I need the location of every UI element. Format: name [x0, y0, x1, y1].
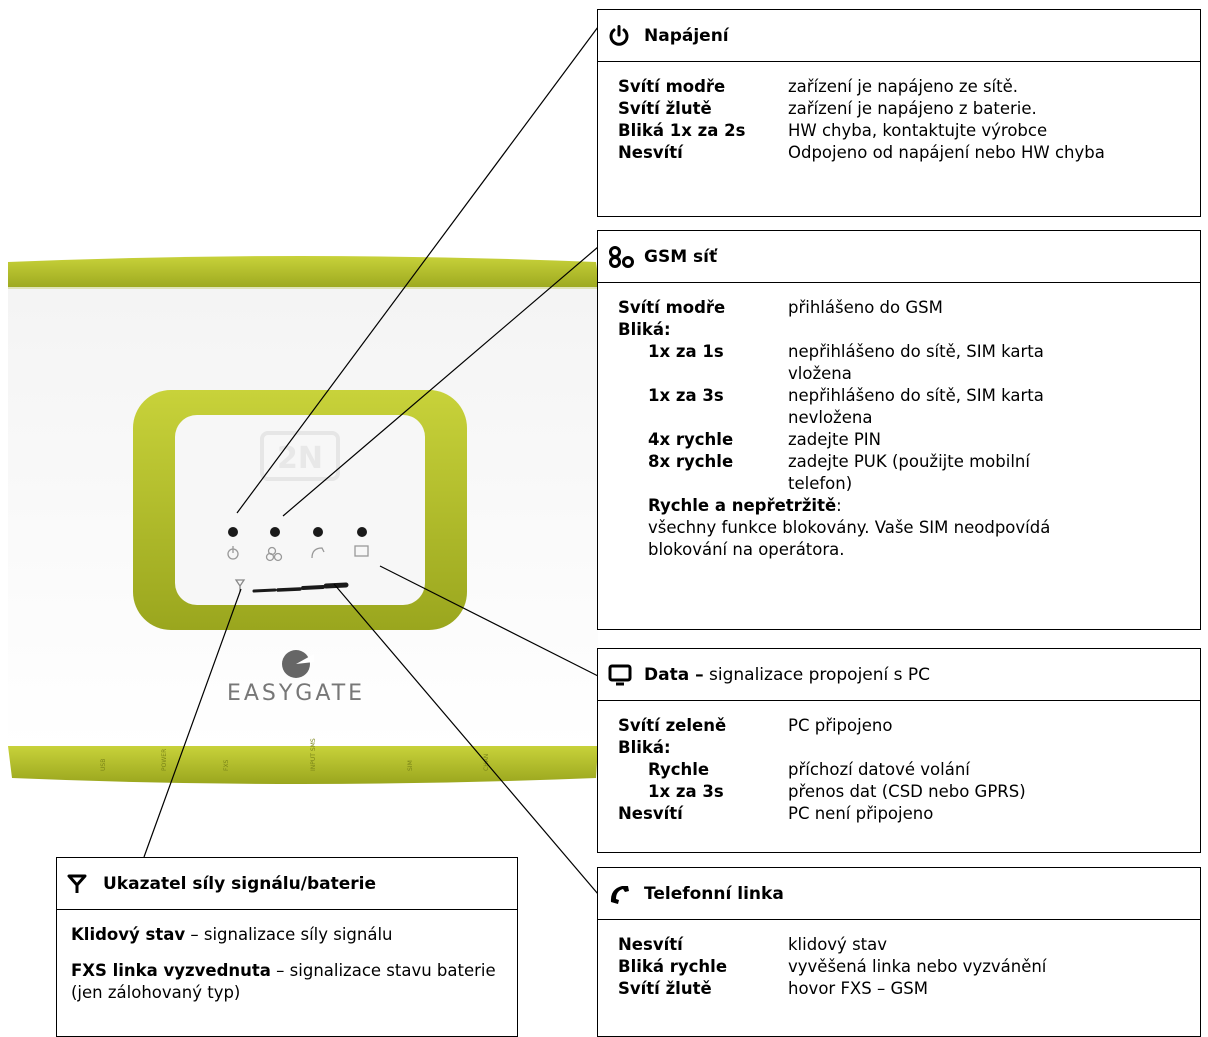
monitor-icon — [608, 664, 636, 686]
port-power: POWER — [161, 748, 168, 771]
brand-text: EASYGATE — [226, 681, 366, 706]
svg-text:2N: 2N — [277, 441, 323, 476]
line-signal — [144, 589, 241, 857]
power-box — [597, 9, 1201, 217]
gsm-row: Svítí modře přihlášeno do GSM — [618, 298, 943, 317]
data-title-rest: signalizace propojení s PC — [703, 664, 931, 685]
gsm-row: 1x za 1s nepřihlášeno do sítě, SIM karta vložena — [648, 342, 1044, 383]
signal-p1: Klidový stav – signalizace síly signálu — [71, 925, 393, 944]
power-row: Svítí modře zařízení je napájeno ze sítě. — [618, 77, 1019, 96]
line-data — [380, 566, 598, 676]
data-title-bold: Data – — [644, 664, 704, 685]
phone-row: Svítí žlutě hovor FXS – GSM — [618, 979, 928, 998]
gsm-header — [598, 231, 1200, 283]
data-box — [597, 648, 1201, 853]
data-body — [598, 701, 1200, 825]
line-phone — [334, 584, 598, 894]
port-sim: SIM — [407, 760, 414, 771]
port-chan: CHAN — [483, 753, 490, 771]
signal-box — [56, 857, 518, 1037]
gsm-row: 8x rychle zadejte PUK (použijte mobilní telefon) — [648, 452, 1030, 493]
gsm-network-icon — [608, 246, 636, 268]
data-row: Bliká: — [618, 738, 671, 757]
gsm-box — [597, 230, 1201, 630]
phone-row: Bliká rychle vyvěšená linka nebo vyzvánění — [618, 957, 1047, 976]
port-input-sms: INPUT SMS — [310, 738, 317, 771]
power-body — [598, 62, 1200, 164]
gsm-title: GSM síť — [644, 246, 718, 267]
gsm-row: 1x za 3s nepřihlášeno do sítě, SIM karta nevložena — [648, 386, 1044, 427]
phone-title: Telefonní linka — [644, 883, 784, 904]
phone-header — [598, 868, 1200, 920]
phone-body — [598, 920, 1200, 1000]
signal-title: Ukazatel síly signálu/baterie — [103, 873, 376, 894]
signal-body — [57, 910, 517, 1004]
signal-p2: FXS linka vyzvednuta – signalizace stavu baterie (jen zálohovaný typ) — [71, 961, 501, 1002]
antenna-icon — [67, 873, 95, 895]
phone-box — [597, 867, 1201, 1037]
gsm-fast-text: všechny funkce blokovány. Vaše SIM neodpovídá blokování na operátora. — [648, 518, 1051, 559]
power-row: Svítí žlutě zařízení je napájeno z baterie. — [618, 99, 1037, 118]
data-row: Svítí zeleně PC připojeno — [618, 716, 893, 735]
data-row: 1x za 3s přenos dat (CSD nebo GPRS) — [648, 782, 1026, 801]
signal-header — [57, 858, 517, 910]
gsm-body — [598, 283, 1200, 561]
line-gsm — [283, 247, 598, 516]
port-usb: USB — [100, 758, 107, 771]
line-power — [237, 27, 598, 513]
phone-handset-icon — [608, 883, 636, 905]
power-icon — [608, 25, 636, 47]
power-title: Napájení — [644, 25, 729, 46]
data-row: Nesvítí PC není připojeno — [618, 804, 934, 823]
data-header — [598, 649, 1200, 701]
power-row: Nesvítí Odpojeno od napájení nebo HW chyba — [618, 143, 1105, 162]
power-header — [598, 10, 1200, 62]
phone-row: Nesvítí klidový stav — [618, 935, 888, 954]
data-row: Rychle příchozí datové volání — [648, 760, 970, 779]
gsm-row: 4x rychle zadejte PIN — [648, 430, 882, 449]
gsm-fast-label: Rychle a nepřetržitě: — [648, 496, 842, 515]
port-fxs: FXS — [223, 759, 230, 771]
gsm-row: Bliká: — [618, 320, 671, 339]
power-row: Bliká 1x za 2s HW chyba, kontaktujte výrobce — [618, 121, 1048, 140]
